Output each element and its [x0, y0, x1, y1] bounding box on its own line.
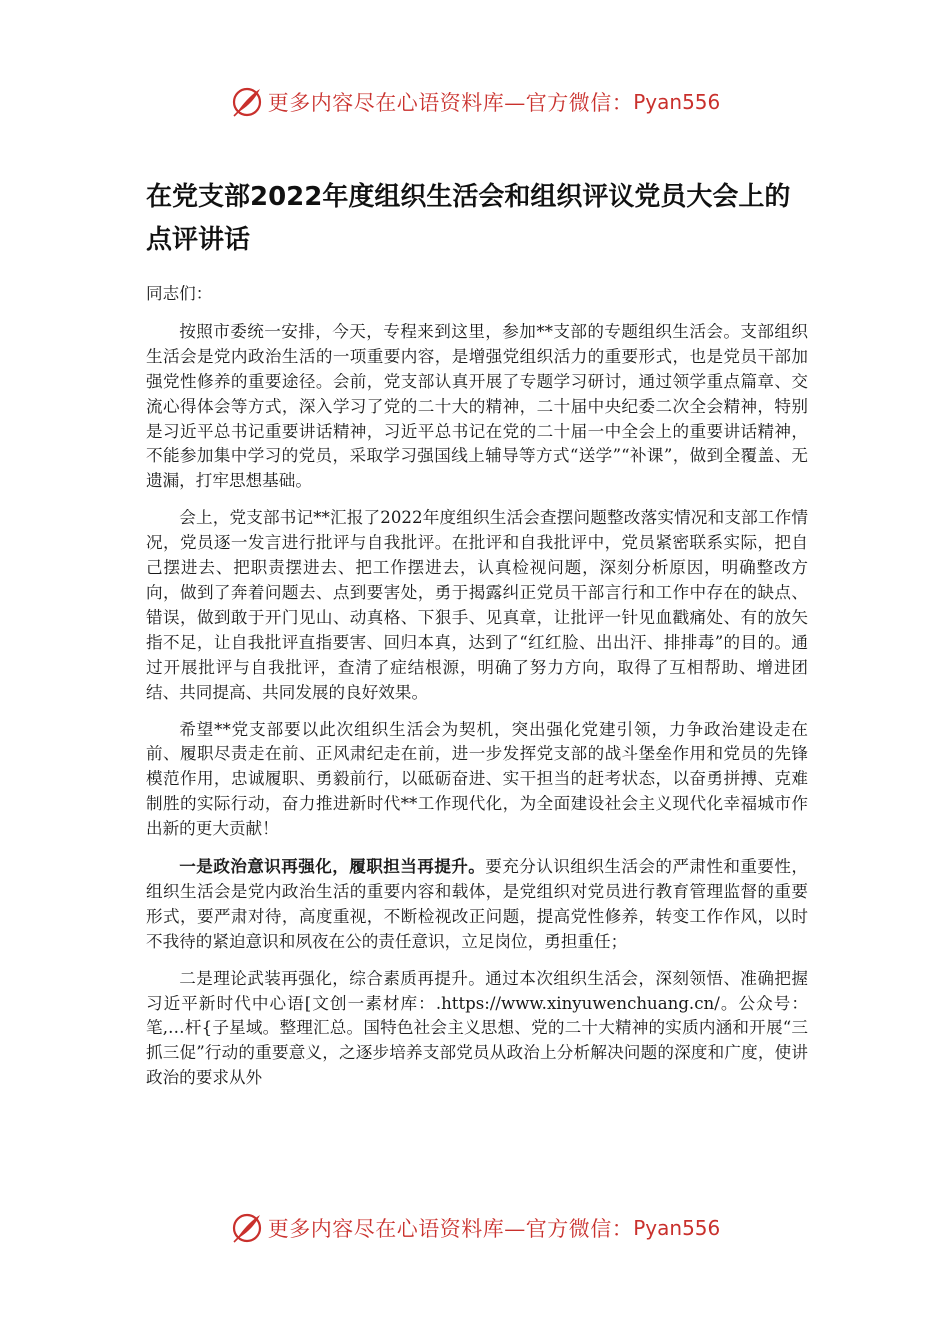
point-one-body: 要充分认识组织生活会的严肃性和重要性，组织生活会是党内政治生活的重要内容和载体，是党组织对党员进行教育管理监督的重要形式，要严肃对待，高度重视，不断检视改正问题，提高党性修养，转变工作作风，以时不我待的紧迫意识和夙夜在公的责任意识，立足岗位，勇担重任；	[146, 857, 808, 951]
feather-pen-icon	[230, 1211, 264, 1245]
watermark-account: Pyan556	[633, 90, 721, 114]
watermark-account: Pyan556	[633, 1216, 721, 1240]
footer-watermark-banner	[0, 1208, 950, 1248]
paragraph-point-two: 二是理论武装再强化，综合素质再提升。通过本次组织生活会，深刻领悟、准确把握习近平新时代中心语[文创一素材库：.https://www.xinyuwenchuang.cn/。公众号：笔,…杆{子星域。整理汇总。国特色社会主义思想、党的二十大精神的实质内涵和开展“三抓三促”行动的重要意义，之逐步培养支部党员从政治上分析解决问题的深度和广度，使讲政治的要求从外	[146, 968, 808, 1088]
document-body	[146, 282, 808, 1103]
watermark-slogan: 更多内容尽在心语资料库—官方微信：	[267, 1217, 634, 1241]
paragraph-meeting-summary: 会上，党支部书记**汇报了2022年度组织生活会查摆问题整改落实情况和支部工作情况，党员逐一发言进行批评与自我批评。在批评和自我批评中，党员紧密联系实际，把自己摆进去、把职责摆进去、把工作摆进去，认真检视问题，深刻分析原因，明确整改方向，做到了奔着问题去、点到要害处，勇于揭露纠正党员干部言行和工作中存在的缺点、错误，做到敢于开门见山、动真格、下狠手、见真章，让批评一针见血戳痛处、有的放矢指不足，让自我批评直指要害、回归本真，达到了“红红脸、出出汗、排排毒”的目的。通过开展批评与自我批评，查清了症结根源，明确了努力方向，取得了互相帮助、增进团结、共同提高、共同发展的良好效果。	[146, 508, 808, 702]
header-watermark-banner	[0, 82, 950, 122]
document-title: 在党支部2022年度组织生活会和组织评议党员大会上的点评讲话	[146, 182, 791, 255]
paragraph-opening: 按照市委统一安排，今天，专程来到这里，参加**支部的专题组织生活会。支部组织生活会是党内政治生活的一项重要内容，是增强党组织活力的重要形式，也是党员干部加强党性修养的重要途径。会前，党支部认真开展了专题学习研讨，通过领学重点篇章、交流心得体会等方式，深入学习了党的二十大的精神，二十届中央纪委二次全会精神，特别是习近平总书记重要讲话精神，习近平总书记在党的二十届一中全会上的重要讲话精神，不能参加集中学习的党员，采取学习强国线上辅导等方式“送学”“补课”，做到全覆盖、无遗漏，打牢思想基础。	[146, 321, 808, 491]
paragraph-hopes: 希望**党支部要以此次组织生活会为契机，突出强化党建引领，力争政治建设走在前、履职尽责走在前、正风肃纪走在前，进一步发挥党支部的战斗堡垒作用和党员的先锋模范作用，忠诚履职、勇毅前行，以砥砺奋进、实干担当的赶考状态，以奋勇拼搏、克难制胜的实际行动，奋力推进新时代**工作现代化，为全面建设社会主义现代化幸福城市作出新的更大贡献！	[146, 719, 808, 839]
point-one-lead: 一是政治意识再强化，履职担当再提升。	[179, 856, 486, 877]
feather-pen-icon	[230, 85, 264, 119]
watermark-slogan: 更多内容尽在心语资料库—官方微信：	[267, 91, 634, 115]
paragraph-point-one	[146, 854, 808, 955]
salutation: 同志们：	[146, 284, 213, 303]
